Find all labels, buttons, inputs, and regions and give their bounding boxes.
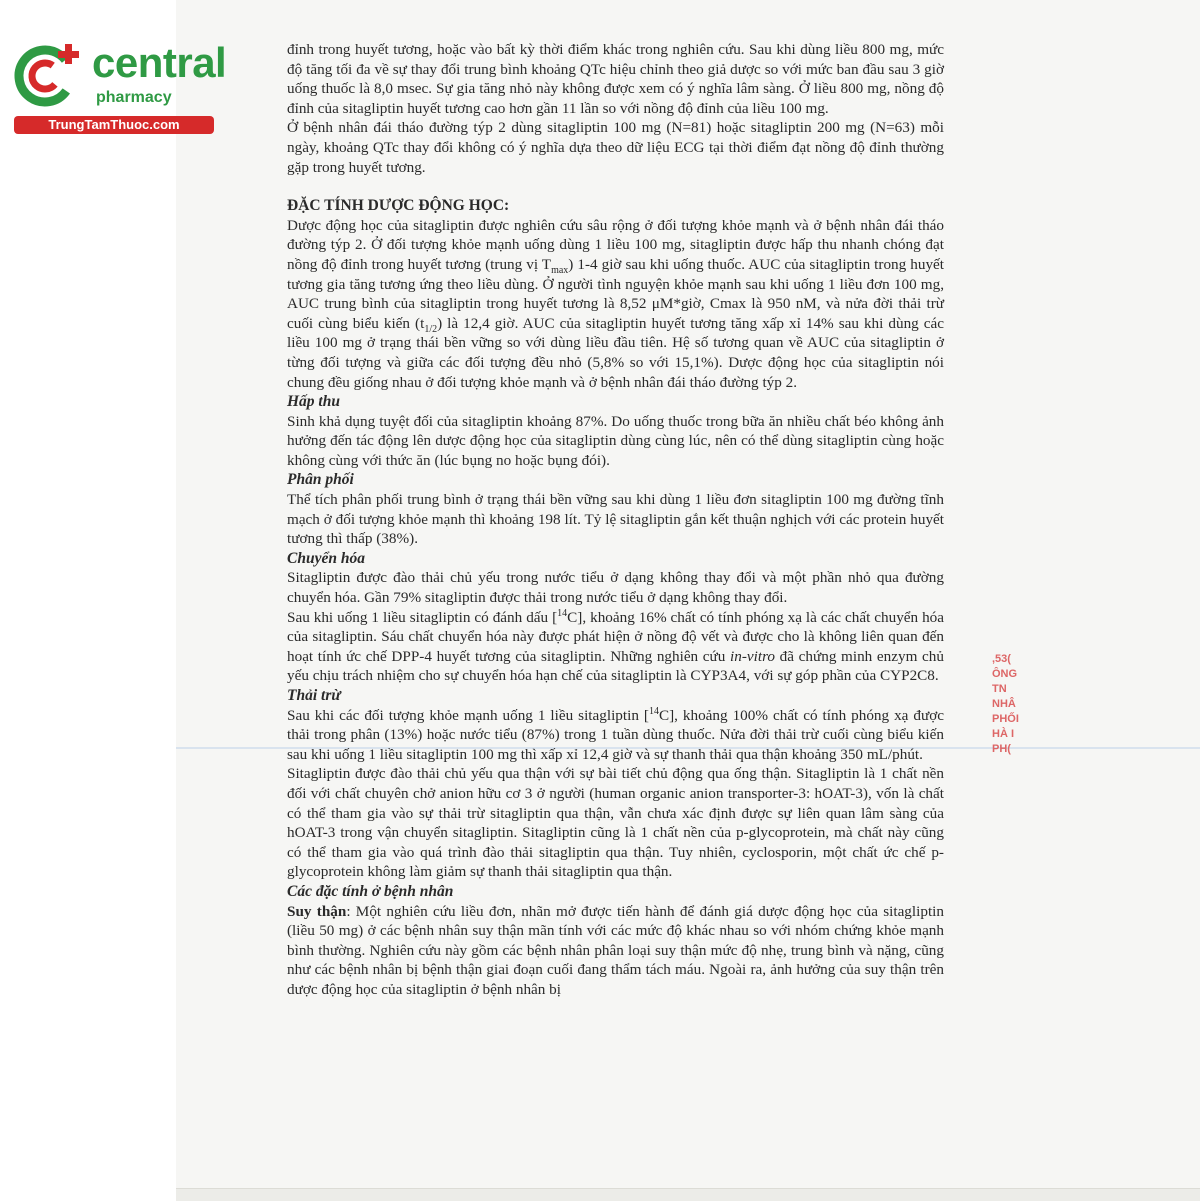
paragraph: Sau khi uống 1 liều sitagliptin có đánh dấu [$^{14}$C], khoảng 16% chất có tính phóng xạ là các chất chuyển hóa của sitagliptin. Sáu chất chuyển hóa này được phát hiện ở nồng độ vết và được cho là không liên quan đến hoạt tính ức chế DPP-4 huyết tương của sitagliptin. Những nghiên cứu in-vitro đã chứng minh enzym chủ yếu chịu trách nhiệm cho sự chuyển hóa hạn chế của sitagliptin là CYP3A4, với sự góp phần của CYP2C8. [287,607,945,685]
subheading-patient-characteristics: Các đặc tính ở bệnh nhân [287,882,454,900]
central-pharmacy-logo [10,38,227,138]
paragraph: Thể tích phân phối trung bình ở trạng thái bền vững sau khi dùng 1 liều đơn sitagliptin 100 mg đường tĩnh mạch ở đối tượng khỏe mạnh thì khoảng 198 lít. Tỷ lệ sitagliptin gắn kết thuận nghịch với các protein huyết tương thì thấp (38%). [287,491,944,548]
pharmacy-cross-icon [10,38,90,118]
paragraph: Sinh khả dụng tuyệt đối của sitagliptin khoảng 87%. Do uống thuốc trong bữa ăn nhiều chất béo không ảnh hưởng đến tác động lên dược động học của sitagliptin dùng cùng lúc, nên có thể dùng sitagliptin cùng hoặc không cùng với thức ăn (lúc bụng no hoặc bụng đói). [287,412,944,469]
paragraph: Ở bệnh nhân đái tháo đường týp 2 dùng sitagliptin 100 mg (N=81) hoặc sitagliptin 200 mg (N=63) mỗi ngày, khoảng QTc thay đổi không có ý nghĩa dựa theo dữ liệu ECG tại thời điểm đạt nồng độ đỉnh thường gặp trong huyết tương. [287,119,944,176]
paragraph: Sitagliptin được đào thải chủ yếu qua thận với sự bài tiết chủ động qua ống thận. Sitagliptin là 1 chất nền đối với chất chuyên chở anion hữu cơ 3 ở người (human organic anion transporter-3: hOAT-3), vốn là chất có thể tham gia vào sự thải trừ sitagliptin qua thận, vẫn chưa xác định được sự liên quan lâm sàng của hOAT-3 trong vận chuyển sitagliptin. Sitagliptin cũng là 1 chất nền của p-glycoprotein, mà chất này cũng có thể tham gia vào quá trình đào thải sitagliptin qua thận. Tuy nhiên, cyclosporin, một chất ức chế p-glycoprotein không làm giảm sự thanh thải sitagliptin qua thận. [287,765,944,881]
paragraph: Dược động học của sitagliptin được nghiên cứu sâu rộng ở đối tượng khỏe mạnh và ở bệnh nhân đái tháo đường týp 2. Ở đối tượng khỏe mạnh uống dùng 1 liều 100 mg, sitagliptin được hấp thu nhanh chóng đạt nồng độ đỉnh trong huyết tương (trung vị $T_{max}$) 1-4 giờ sau khi uống thuốc. AUC của sitagliptin trong huyết tương gia tăng tương ứng theo liều dùng. Ở người tình nguyện khỏe mạnh sau khi uống 1 liều đơn 100 mg, AUC trung bình của sitagliptin trong huyết tương là 8,52 μM*giờ, Cmax là 950 nM, và nửa đời thải trừ cuối cùng biểu kiến $(t_{1/2})$ là 12,4 giờ. AUC của sitagliptin huyết tương tăng xấp xỉ 14% sau khi dùng các liều 100 mg ở trạng thái bền vững so với dùng liều đầu tiên. Hệ số tương quan về AUC của sitagliptin ở từng đối tượng và giữa các đối tượng đều nhỏ (5,8% so với 15,1%). Dược động học của sitagliptin nói chung đều giống nhau ở đối tượng khỏe mạnh và ở bệnh nhân đái tháo đường týp 2. [287,216,944,391]
spacer [287,177,944,196]
page-bottom-edge [176,1188,1200,1201]
logo-website-banner: TrungTamThuoc.com [14,116,214,134]
subheading-absorption: Hấp thu [287,393,340,411]
logo-brand-sub: pharmacy [96,89,172,106]
section-heading-pharmacokinetics: ĐẶC TÍNH DƯỢC ĐỘNG HỌC: [287,197,510,215]
margin-stamp-fragment: ,53( ÔNG TN NHÂ PHỐI HÀ I PH( [992,653,1019,755]
paragraph: đỉnh trong huyết tương, hoặc vào bất kỳ thời điểm khác trong nghiên cứu. Sau khi dùng liều 800 mg, mức độ tăng tối đa về sự thay đổi trung bình khoảng QTc hiệu chỉnh theo giả dược so với mức ban đầu sau 3 giờ uống thuốc là 8,0 msec. Sự gia tăng nhỏ này không được xem có ý nghĩa lâm sàng. Ở liều 800 mg, nồng độ đỉnh của sitagliptin huyết tương cao hơn gần 11 lần so với nồng độ đỉnh của liều 100 mg. [287,41,944,117]
document-body [287,40,944,1000]
subheading-metabolism: Chuyển hóa [287,549,365,567]
subheading-distribution: Phân phối [287,471,354,489]
paragraph: Suy thận: Một nghiên cứu liều đơn, nhãn mở được tiến hành để đánh giá dược động học của sitagliptin (liều 50 mg) ở các bệnh nhân suy thận mãn tính với các mức độ khác nhau so với nhóm chứng khỏe mạnh bình thường. Nghiên cứu này gồm các bệnh nhân phân loại suy thận mức độ nhẹ, trung bình và nặng, cũng như các bệnh nhân bị bệnh thận giai đoạn cuối đang thẩm tách máu. Ngoài ra, ảnh hưởng của suy thận trên dược động học của sitagliptin ở bệnh nhân bị [287,902,944,998]
logo-brand-name: central [92,39,227,86]
paragraph: Sitagliptin được đào thải chủ yếu trong nước tiểu ở dạng không thay đổi và một phần nhỏ qua đường chuyển hóa. Gần 79% sitagliptin được thải trong nước tiểu ở dạng không thay đổi. [287,569,944,607]
paragraph: Sau khi các đối tượng khỏe mạnh uống 1 liều sitagliptin [$^{14}$C], khoảng 100% chất có tính phóng xạ được thải trong phân (13%) hoặc nước tiểu (87%) trong 1 tuần dùng thuốc. Nửa đời thải trừ cuối cùng biểu kiến sau khi uống 1 liều sitagliptin 100 mg thì xấp xỉ 12,4 giờ và sự thanh thải qua thận khoảng 350 mL/phút. [287,705,944,763]
subheading-elimination: Thải trừ [287,687,341,704]
